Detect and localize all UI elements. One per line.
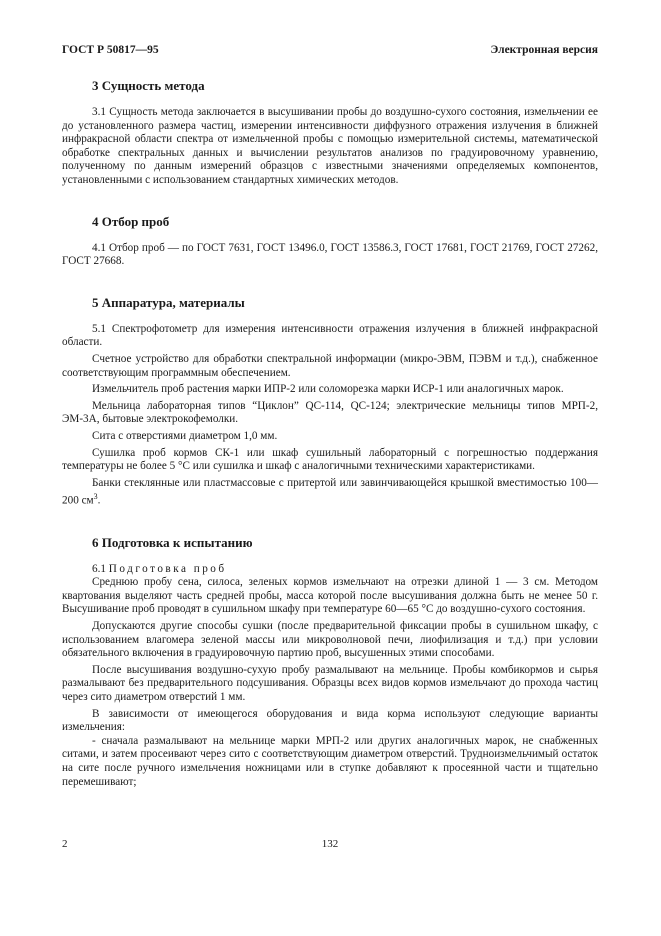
section-5-paragraph-1: 5.1 Спектрофотометр для измерения интенсивности отражения излучения в ближней инфракрасной области. bbox=[62, 322, 598, 349]
section-4-paragraph-1: 4.1 Отбор проб — по ГОСТ 7631, ГОСТ 13496.0, ГОСТ 13586.3, ГОСТ 17681, ГОСТ 21769, ГОСТ 27262, ГОСТ 27668. bbox=[62, 241, 598, 268]
section-6-paragraph-3: После высушивания воздушно-сухую пробу размалывают на мельнице. Пробы комбикормов и сырья размалывают без предварительного подсушивания. Образцы всех видов кормов измельчают до прохода частиц через сито диаметром отверстий 1 мм. bbox=[62, 663, 598, 703]
section-6-paragraph-1: Среднюю пробу сена, силоса, зеленых кормов измельчают на отрезки длиной 1 — 3 см. Методом квартования выделяют часть средней пробы, масса которой после высушивания должна быть не менее 50 г. Высушивание проб проводят в сушильном шкафу при температуре 60—65 °С до воздушно-сухого состояния. bbox=[62, 576, 598, 616]
document-body bbox=[62, 78, 598, 789]
subsection-6-1-number: 6.1 bbox=[92, 562, 109, 575]
section-5-paragraph-4: Мельница лабораторная типов “Циклон” QC-114, QC-124; электрические мельницы типов МРП-2, ЭМ-3А, бытовые электрокофемолки. bbox=[62, 399, 598, 426]
page-number: 2 bbox=[62, 838, 68, 850]
document-page bbox=[62, 40, 598, 920]
section-4-heading: 4 Отбор проб bbox=[92, 213, 170, 229]
section-5-paragraph-6: Сушилка проб кормов СК-1 или шкаф сушильный лабораторный с погрешностью поддержания температуры не более 5 °С или сушилка и шкаф с аналогичными техническими характеристиками. bbox=[62, 446, 598, 473]
section-6-subsection-heading bbox=[62, 563, 598, 577]
section-5-paragraph-5: Сита с отверстиями диаметром 1,0 мм. bbox=[92, 429, 278, 442]
section-5-paragraph-2: Счетное устройство для обработки спектральной информации (микро-ЭВМ, ПЭВМ и т.д.), снабженное соответствующим программным обеспечением. bbox=[62, 352, 598, 379]
section-5-paragraph-7-superscript: 3 bbox=[93, 492, 98, 502]
section-6-paragraph-2: Допускаются другие способы сушки (после предварительной фиксации пробы в сушильном шкафу, с использованием влагомера зеленой массы или микроволновой печи, лиофилизация и т.д.) при условии обязательного включения в градуировочную партию проб, высушенных этими способами. bbox=[62, 619, 598, 660]
section-5-heading: 5 Аппаратура, материалы bbox=[92, 294, 245, 310]
section-6-paragraph-4: В зависимости от имеющегося оборудования и вида корма используют следующие варианты измельчения: bbox=[62, 707, 598, 734]
section-3-heading: 3 Сущность метода bbox=[92, 78, 205, 93]
sheet-number: 132 bbox=[321, 838, 339, 850]
section-6-paragraph-5: - сначала размалывают на мельнице марки МРП-2 или других аналогичных марок, не снабженных ситами, и затем просеивают через сито с соответствующим диаметром отверстий. Трудноизмельчимый остаток на сите после ручного измельчения ножницами или в ступке добавляют к просеянной части и тщательно перемешивают; bbox=[62, 734, 598, 788]
header-edition-label: Электронная версия bbox=[490, 44, 598, 56]
section-3-paragraph-1: 3.1 Сущность метода заключается в высушивании пробы до воздушно-сухого состояния, измельчении ее до установленного размера частиц, измерении интенсивности диффузного отражения излучения в ближней инфракрасной области спектра от измельченной пробы с помощью измерительной системы, математической обработке спектральных данных и вычислении результатов анализов по градуировочному уравнению, полученному по данным измерений образцов с известными значениями определяемых компонентов, установленными с использованием стандартных химических методов. bbox=[62, 106, 598, 186]
section-5-paragraph-7-end: . bbox=[97, 495, 101, 508]
section-6-heading: 6 Подготовка к испытанию bbox=[92, 534, 253, 550]
section-5-paragraph-3: Измельчитель проб растения марки ИПР-2 или соломорезка марки ИСР-1 или аналогичных марок. bbox=[92, 383, 564, 396]
section-5-paragraph-7 bbox=[62, 477, 598, 509]
header-standard-code: ГОСТ Р 50817—95 bbox=[62, 44, 159, 56]
section-5-paragraph-7-text: Банки стеклянные или пластмассовые с притертой или завинчивающейся крышкой вместимостью 100—200 см bbox=[62, 476, 598, 508]
subsection-6-1-title: Подготовка проб bbox=[108, 562, 227, 575]
